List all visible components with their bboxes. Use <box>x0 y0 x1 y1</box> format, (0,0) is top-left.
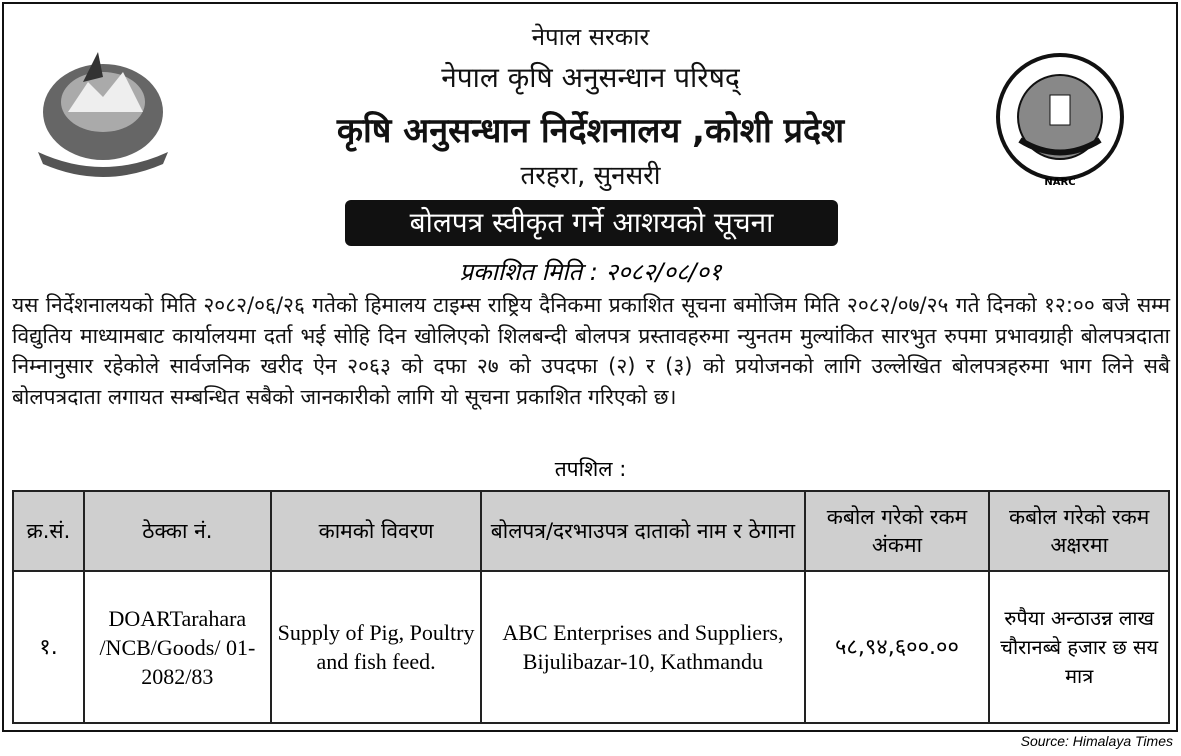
cell-amount-figures: ५८,९४,६००.०० <box>805 571 990 723</box>
cell-sn: १. <box>13 571 84 723</box>
table-row <box>13 571 1169 723</box>
header-amount-words: कबोल गरेको रकम अक्षरमा <box>989 491 1169 571</box>
narc-logo-text: NARC <box>1044 177 1076 188</box>
header-bidder: बोलपत्र/दरभाउपत्र दाताको नाम र ठेगाना <box>481 491 804 571</box>
published-date: प्रकाशित मिति : २०८२/०८/०१ <box>459 258 722 286</box>
cell-amount-words: रुपैया अन्ठाउन्न लाख चौरानब्बे हजार छ सय मात्र <box>989 571 1169 723</box>
header-contract-no: ठेक्का नं. <box>84 491 271 571</box>
cell-contract-no: DOARTarahara /NCB/Goods/ 01-2082/83 <box>84 571 271 723</box>
source-credit: Source: Himalaya Times <box>1020 733 1173 749</box>
cell-description: Supply of Pig, Poultry and fish feed. <box>271 571 482 723</box>
header-description: कामको विवरण <box>271 491 482 571</box>
header-sn: क्र.सं. <box>13 491 84 571</box>
notice-body: यस निर्देशनालयको मिति २०८२/०६/२६ गतेको हिमालय टाइम्स राष्ट्रिय दैनिकमा प्रकाशित सूचना बमोजिम मिति २०८२/०७/२५ गते दिनको १२:०० बजे सम्म विद्युतिय माध्यामबाट कार्यालयमा दर्ता भई सोहि दिन खोलिएको शिलबन्दी बोलपत्र प्रस्तावहरुमा न्युनतम मुल्यांकित सारभुत रुपमा प्रभावग्राही बोलपत्रदाता निम्नानुसार रहेकोले सार्वजनिक खरीद ऐन २०६३ को दफा २७ को उपदफा (२) र (३) को प्रयोजनको लागि उल्लेखित बोलपत्रहरुमा भाग लिने सबै बोलपत्रदाता लगायत सम्बन्धित सबैको जानकारीको लागि यो सूचना प्रकाशित गरिएको छ। <box>12 293 1170 409</box>
bid-details-table <box>12 490 1170 724</box>
header-line-1: नेपाल सरकार <box>531 23 650 51</box>
table-header-row <box>13 491 1169 571</box>
cell-bidder: ABC Enterprises and Suppliers, Bijulibazar-10, Kathmandu <box>481 571 804 723</box>
header-line-4: तरहरा, सुनसरी <box>520 161 661 191</box>
notice-title-banner: बोलपत्र स्वीकृत गर्ने आशयको सूचना <box>345 200 838 246</box>
header-line-3: कृषि अनुसन्धान निर्देशनालय ,कोशी प्रदेश <box>336 111 845 151</box>
header-amount-figures: कबोल गरेको रकम अंकमा <box>805 491 990 571</box>
header-line-2: नेपाल कृषि अनुसन्धान परिषद् <box>441 61 740 94</box>
details-label: तपशिल : <box>554 457 627 481</box>
